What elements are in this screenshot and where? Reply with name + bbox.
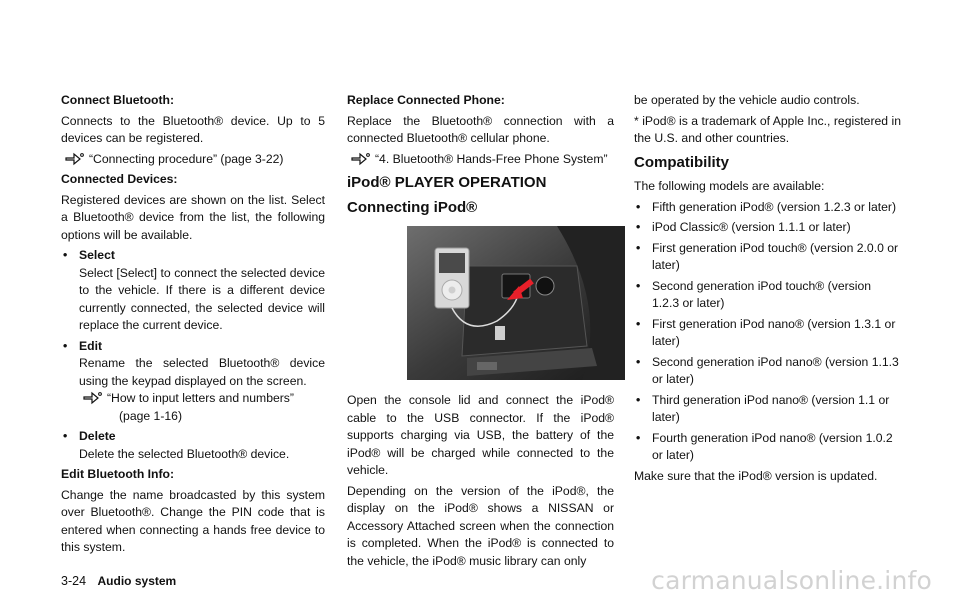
bullet-icon: • bbox=[636, 240, 641, 255]
bullet-icon: • bbox=[636, 392, 641, 407]
model-text: Fourth generation iPod nano® (version 1.0.2 or later) bbox=[652, 430, 893, 462]
ipod-player-operation-heading: iPod® PLAYER OPERATION bbox=[347, 174, 547, 191]
connect-bluetooth-heading: Connect Bluetooth: bbox=[61, 93, 175, 107]
input-letters-reference[interactable] bbox=[79, 390, 325, 425]
reference-arrow-icon bbox=[65, 152, 85, 166]
bullet-icon: • bbox=[636, 316, 641, 331]
bullet-text: Delete the selected Bluetooth® device. bbox=[79, 446, 290, 461]
list-item bbox=[634, 219, 901, 237]
bullet-icon: • bbox=[63, 338, 68, 353]
closing-note: Make sure that the iPod® version is updated. bbox=[634, 468, 878, 483]
replace-phone-text: Replace the Bluetooth® connection with a connected Bluetooth® cellular phone. bbox=[347, 113, 614, 145]
handsfree-phone-reference[interactable] bbox=[347, 151, 614, 169]
list-item bbox=[634, 392, 901, 427]
connect-bluetooth-text: Connects to the Bluetooth® device. Up to 5 devices can be registered. bbox=[61, 113, 325, 145]
bullet-icon: • bbox=[63, 429, 68, 443]
ipod-console-photo bbox=[407, 226, 625, 380]
connect-ipod-paragraph: Open the console lid and connect the iPod® cable to the USB connector. If the iPod® supports charging via USB, the battery of the iPod® will be charged while connected to the vehicle. bbox=[347, 393, 614, 477]
connected-devices-heading: Connected Devices: bbox=[61, 172, 178, 186]
reference-text: “Connecting procedure” (page 3-22) bbox=[89, 151, 284, 166]
continued-text: be operated by the vehicle audio controls. bbox=[634, 93, 860, 107]
bullet-icon: • bbox=[63, 248, 68, 262]
list-item bbox=[634, 354, 901, 389]
connecting-ipod-heading: Connecting iPod® bbox=[347, 198, 478, 216]
list-item-select bbox=[61, 247, 325, 335]
bullet-icon: • bbox=[636, 220, 641, 234]
model-text: Second generation iPod nano® (version 1.1.3 or later) bbox=[652, 354, 899, 386]
model-text: First generation iPod nano® (version 1.3.1 or later) bbox=[652, 316, 896, 348]
bullet-title: Edit bbox=[79, 338, 103, 353]
reference-arrow-icon bbox=[351, 152, 371, 166]
bullet-icon: • bbox=[636, 430, 641, 445]
edit-bluetooth-info-heading: Edit Bluetooth Info: bbox=[61, 467, 175, 481]
column-right bbox=[634, 92, 901, 488]
bullet-text: Rename the selected Bluetooth® device using the keypad displayed on the screen. bbox=[79, 356, 325, 388]
list-item-delete bbox=[61, 428, 325, 463]
column-left bbox=[61, 92, 325, 560]
list-item bbox=[634, 430, 901, 465]
reference-arrow-icon bbox=[83, 391, 103, 405]
edit-bluetooth-info-text: Change the name broadcasted by this system over Bluetooth®. Change the PIN code that is entered when connecting a hands free device to this system. bbox=[61, 487, 325, 554]
bullet-title: Select bbox=[79, 248, 115, 262]
list-item-edit bbox=[61, 338, 325, 426]
compatibility-heading: Compatibility bbox=[634, 153, 730, 171]
list-item bbox=[634, 316, 901, 351]
page-number: 3-24 bbox=[61, 574, 87, 588]
page-footer bbox=[61, 574, 176, 588]
model-text: iPod Classic® (version 1.1.1 or later) bbox=[652, 220, 851, 234]
bullet-title: Delete bbox=[79, 429, 116, 443]
reference-page: (page 1-16) bbox=[119, 408, 183, 423]
bullet-icon: • bbox=[636, 354, 641, 369]
compatibility-intro: The following models are available: bbox=[634, 179, 825, 193]
bullet-icon: • bbox=[636, 278, 641, 293]
model-text: Fifth generation iPod® (version 1.2.3 or later) bbox=[652, 199, 897, 214]
model-text: Third generation iPod nano® (version 1.1 or later) bbox=[652, 392, 890, 424]
connecting-procedure-reference[interactable] bbox=[61, 151, 325, 169]
watermark: carmanualsonline.info bbox=[651, 566, 932, 595]
column-middle bbox=[347, 92, 614, 573]
trademark-note: * iPod® is a trademark of Apple Inc., registered in the U.S. and other countries. bbox=[634, 113, 901, 145]
bullet-icon: • bbox=[636, 199, 641, 214]
list-item bbox=[634, 240, 901, 275]
list-item bbox=[634, 278, 901, 313]
list-item bbox=[634, 199, 901, 217]
connected-devices-text: Registered devices are shown on the list. Select a Bluetooth® device from the list, the following options will be available. bbox=[61, 192, 325, 242]
reference-text: “How to input letters and numbers” bbox=[107, 391, 294, 405]
model-text: First generation iPod touch® (version 2.0.0 or later) bbox=[652, 240, 899, 272]
reference-text: “4. Bluetooth® Hands-Free Phone System” bbox=[375, 151, 608, 166]
model-text: Second generation iPod touch® (version 1.2.3 or later) bbox=[652, 278, 872, 310]
section-title: Audio system bbox=[97, 574, 177, 588]
replace-phone-heading: Replace Connected Phone: bbox=[347, 93, 505, 107]
bullet-text: Select [Select] to connect the selected device to the vehicle. If there is a different device currently connected, the selected device will replace the current device. bbox=[79, 265, 325, 332]
ipod-display-paragraph: Depending on the version of the iPod®, the display on the iPod® shows a NISSAN or Accessory Attached screen when the connection is completed. When the iPod® is connected to the vehicle, the iPod® music library can only bbox=[347, 483, 614, 568]
